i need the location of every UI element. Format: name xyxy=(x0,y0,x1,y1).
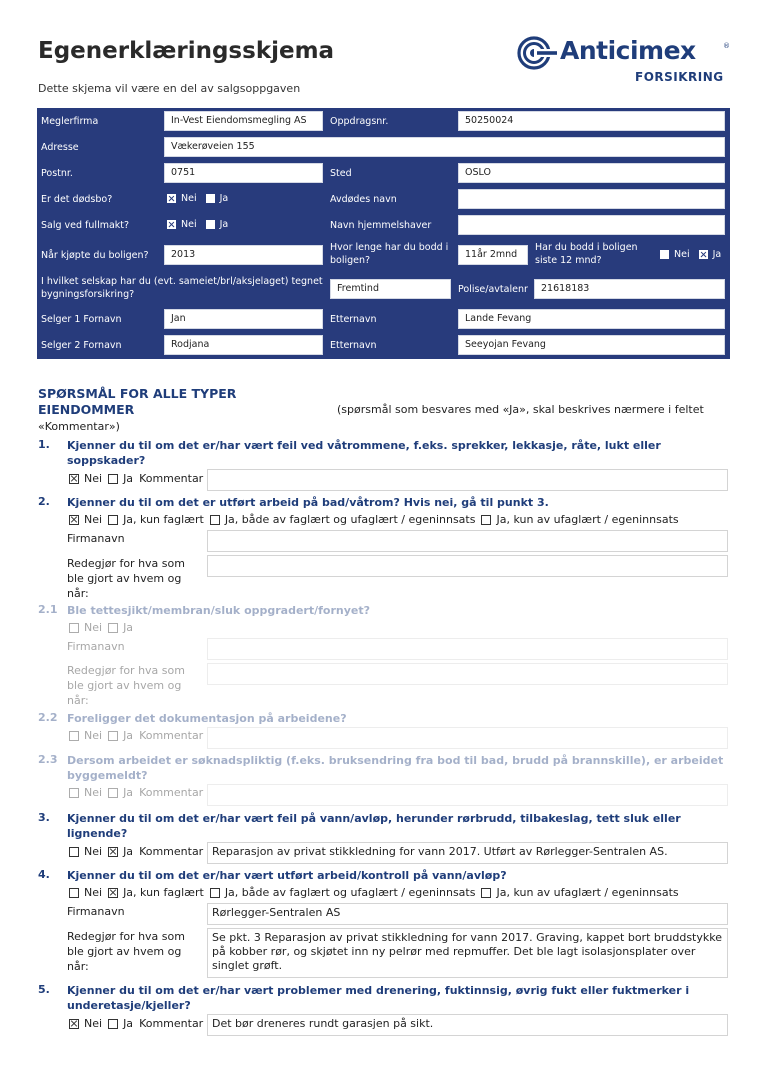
fullmakt-nei-checkbox[interactable] xyxy=(167,220,176,229)
q3-number: 3. xyxy=(38,811,50,824)
fullmakt-ja-checkbox[interactable] xyxy=(206,220,215,229)
q23-nei-label: Nei xyxy=(84,786,103,799)
section-heading xyxy=(38,386,236,418)
q2-firmanavn-field[interactable] xyxy=(207,530,728,552)
avdodes-field[interactable] xyxy=(458,189,725,209)
q1-kommentar-label: Kommentar xyxy=(139,472,204,485)
selger1-etternavn-label: Etternavn xyxy=(330,314,377,325)
adresse-label: Adresse xyxy=(41,142,79,153)
q2-redegjor-field[interactable] xyxy=(207,555,728,577)
meglerfirma-field[interactable]: In-Vest Eiendomsmegling AS xyxy=(164,111,323,131)
q21-ja-label: Ja xyxy=(123,621,134,634)
q5-nei-label: Nei xyxy=(84,1017,103,1030)
q4-options xyxy=(69,886,679,899)
selger2-fornavn-field[interactable]: Rodjana xyxy=(164,335,323,355)
q23-kommentar-label: Kommentar xyxy=(139,786,204,799)
q21-redegjor-field[interactable] xyxy=(207,663,728,685)
q4-number: 4. xyxy=(38,868,50,881)
q2-options xyxy=(69,513,679,526)
q3-ja-label: Ja xyxy=(123,845,134,858)
q4-text: Kjenner du til om det er/har vært utført arbeid/kontroll på vann/avløp? xyxy=(67,869,507,882)
oppdragsnr-label: Oppdragsnr. xyxy=(330,116,389,127)
q23-ja-checkbox[interactable] xyxy=(108,788,118,798)
bodd-field[interactable]: 11år 2mnd xyxy=(458,245,528,265)
q21-options xyxy=(69,621,133,634)
q23-nei-checkbox[interactable] xyxy=(69,788,79,798)
q2-number: 2. xyxy=(38,495,50,508)
q3-options xyxy=(69,845,203,858)
bodd12-ja-checkbox[interactable] xyxy=(699,250,708,259)
page-subtitle: Dette skjema vil være en del av salgsoppgaven xyxy=(38,82,301,95)
q21-number: 2.1 xyxy=(38,603,58,616)
q21-text: Ble tettesjikt/membran/sluk oppgradert/fornyet? xyxy=(67,604,370,617)
q4-ja-ufaglaert-checkbox[interactable] xyxy=(481,888,491,898)
q2-ja-begge-label: Ja, både av faglært og ufaglært / egeninnsats xyxy=(224,513,476,526)
q2-nei-checkbox[interactable] xyxy=(69,515,79,525)
q2-ja-begge-checkbox[interactable] xyxy=(210,515,220,525)
q22-comment-field[interactable] xyxy=(207,727,728,749)
sted-field[interactable]: OSLO xyxy=(458,163,725,183)
q23-number: 2.3 xyxy=(38,753,58,766)
q3-comment-field[interactable]: Reparasjon av privat stikkledning for vann 2017. Utført av Rørlegger-Sentralen AS. xyxy=(207,842,728,864)
bodd12-options xyxy=(660,249,721,260)
bodd-label: Hvor lenge har du bodd i boligen? xyxy=(330,242,449,266)
q3-text: Kjenner du til om det er/har vært feil på vann/avløp, herunder rørbrudd, tilbakeslag, tett sluk eller lignende? xyxy=(67,812,681,840)
q23-ja-label: Ja xyxy=(123,786,134,799)
fullmakt-ja-label: Ja xyxy=(219,219,229,230)
section-note: (spørsmål som besvares med «Ja», skal beskrives nærmere i feltet xyxy=(337,403,704,416)
q4-redegjor-label: Redegjør for hva som ble gjort av hvem og når: xyxy=(67,930,185,973)
q1-nei-checkbox[interactable] xyxy=(69,474,79,484)
q21-ja-checkbox[interactable] xyxy=(108,623,118,633)
dodsbo-ja-label: Ja xyxy=(219,193,229,204)
q5-comment-field[interactable]: Det bør dreneres rundt garasjen på sikt. xyxy=(207,1014,728,1036)
q3-kommentar-label: Kommentar xyxy=(139,845,204,858)
q22-ja-checkbox[interactable] xyxy=(108,731,118,741)
q4-nei-label: Nei xyxy=(84,886,103,899)
section-heading-line1: SPØRSMÅL FOR ALLE TYPER xyxy=(38,386,237,401)
q22-text: Foreligger det dokumentasjon på arbeidene? xyxy=(67,712,347,725)
q23-comment-field[interactable] xyxy=(207,784,728,806)
q4-ja-faglaert-label: Ja, kun faglært xyxy=(123,886,204,899)
q4-nei-checkbox[interactable] xyxy=(69,888,79,898)
q22-kommentar-label: Kommentar xyxy=(139,729,204,742)
bodd12-nei-label: Nei xyxy=(674,249,690,260)
logo-name: Anticimex xyxy=(560,36,696,65)
page-title: Egenerklæringsskjema xyxy=(38,38,335,64)
q3-nei-label: Nei xyxy=(84,845,103,858)
polise-field[interactable]: 21618183 xyxy=(534,279,725,299)
q3-ja-checkbox[interactable] xyxy=(108,847,118,857)
selger2-label: Selger 2 Fornavn xyxy=(41,340,122,351)
fullmakt-label: Salg ved fullmakt? xyxy=(41,220,130,231)
logo-subtitle: FORSIKRING xyxy=(635,70,724,84)
meglerfirma-label: Meglerfirma xyxy=(41,116,99,127)
q1-nei-label: Nei xyxy=(84,472,103,485)
q22-nei-label: Nei xyxy=(84,729,103,742)
q1-ja-checkbox[interactable] xyxy=(108,474,118,484)
fullmakt-options xyxy=(167,219,237,230)
polise-label: Polise/avtalenr xyxy=(458,284,528,295)
q5-kommentar-label: Kommentar xyxy=(139,1017,204,1030)
hjemmelshaver-label: Navn hjemmelshaver xyxy=(330,220,432,231)
q22-options xyxy=(69,729,203,742)
dodsbo-ja-checkbox[interactable] xyxy=(206,194,215,203)
q2-ja-ufaglaert-label: Ja, kun av ufaglært / egeninnsats xyxy=(496,513,679,526)
q21-nei-label: Nei xyxy=(84,621,103,634)
q4-ja-begge-label: Ja, både av faglært og ufaglært / egeninnsats xyxy=(224,886,476,899)
q5-ja-checkbox[interactable] xyxy=(108,1019,118,1029)
anticimex-logo xyxy=(517,36,732,88)
fullmakt-nei-label: Nei xyxy=(181,219,197,230)
hjemmelshaver-field[interactable] xyxy=(458,215,725,235)
bodd12-label: Har du bodd i boligen siste 12 mnd? xyxy=(535,242,638,266)
avdodes-label: Avdødes navn xyxy=(330,194,397,205)
q2-nei-label: Nei xyxy=(84,513,103,526)
q2-ja-faglaert-checkbox[interactable] xyxy=(108,515,118,525)
q1-options xyxy=(69,472,203,485)
q2-redegjor-label: Redegjør for hva som ble gjort av hvem og når: xyxy=(67,557,185,600)
oppdragsnr-field[interactable]: 50250024 xyxy=(458,111,725,131)
q5-ja-label: Ja xyxy=(123,1017,134,1030)
dodsbo-nei-checkbox[interactable] xyxy=(167,194,176,203)
postnr-field[interactable]: 0751 xyxy=(164,163,323,183)
dodsbo-nei-label: Nei xyxy=(181,193,197,204)
q1-comment-field[interactable] xyxy=(207,469,728,491)
q5-text: Kjenner du til om det er/har vært problemer med drenering, fuktinnsig, øvrig fukt eller fuktmerker i underetasje/kjeller? xyxy=(67,984,690,1012)
q21-nei-checkbox[interactable] xyxy=(69,623,79,633)
logo-registered-mark: ® xyxy=(723,42,730,50)
anticimex-logo-mark-icon xyxy=(517,36,557,70)
q2-text: Kjenner du til om det er utført arbeid på bad/våtrom? Hvis nei, gå til punkt 3. xyxy=(67,496,549,509)
selger1-fornavn-field[interactable]: Jan xyxy=(164,309,323,329)
q5-number: 5. xyxy=(38,983,50,996)
kjopt-field[interactable]: 2013 xyxy=(164,245,323,265)
dodsbo-label: Er det dødsbo? xyxy=(41,194,113,205)
q23-text: Dersom arbeidet er søknadspliktig (f.eks. bruksendring fra bod til bad, brudd på brannskille), er arbeidet byggemeldt? xyxy=(67,754,724,782)
q1-number: 1. xyxy=(38,438,50,451)
property-info-panel xyxy=(37,108,730,359)
q21-firmanavn-label: Firmanavn xyxy=(67,640,125,653)
q21-firmanavn-field[interactable] xyxy=(207,638,728,660)
q23-options xyxy=(69,786,203,799)
q1-ja-label: Ja xyxy=(123,472,134,485)
q22-nei-checkbox[interactable] xyxy=(69,731,79,741)
section-heading-line2: EIENDOMMER xyxy=(38,402,135,417)
selger1-label: Selger 1 Fornavn xyxy=(41,314,122,325)
sted-label: Sted xyxy=(330,168,352,179)
selskap-field[interactable]: Fremtind xyxy=(330,279,451,299)
section-note-continued: «Kommentar») xyxy=(38,420,120,433)
selger2-etternavn-field[interactable]: Seeyojan Fevang xyxy=(458,335,725,355)
q5-options xyxy=(69,1017,203,1030)
kjopt-label: Når kjøpte du boligen? xyxy=(41,250,149,261)
bodd12-nei-checkbox[interactable] xyxy=(660,250,669,259)
q4-ja-ufaglaert-label: Ja, kun av ufaglært / egeninnsats xyxy=(496,886,679,899)
adresse-field[interactable]: Vækerøveien 155 xyxy=(164,137,725,157)
selskap-label: I hvilket selskap har du (evt. sameiet/brl/aksjelaget) tegnet bygningsforsikring? xyxy=(41,276,323,300)
q2-firmanavn-label: Firmanavn xyxy=(67,532,125,545)
q4-redegjor-field[interactable]: Se pkt. 3 Reparasjon av privat stikkledning for vann 2017. Graving, kappet bort bruddstykke på kobber rør, og skjøtet inn ny pelrør med repmuffer. Det ble lagt isolasjonsplater over singlet grøft. xyxy=(207,928,728,978)
q3-nei-checkbox[interactable] xyxy=(69,847,79,857)
q4-ja-faglaert-checkbox[interactable] xyxy=(108,888,118,898)
selger2-etternavn-label: Etternavn xyxy=(330,340,377,351)
q2-ja-faglaert-label: Ja, kun faglært xyxy=(123,513,204,526)
q22-ja-label: Ja xyxy=(123,729,134,742)
q4-firmanavn-field[interactable]: Rørlegger-Sentralen AS xyxy=(207,903,728,925)
bodd12-ja-label: Ja xyxy=(712,249,722,260)
q4-firmanavn-label: Firmanavn xyxy=(67,905,125,918)
selger1-etternavn-field[interactable]: Lande Fevang xyxy=(458,309,725,329)
dodsbo-options xyxy=(167,193,237,204)
q5-nei-checkbox[interactable] xyxy=(69,1019,79,1029)
q4-ja-begge-checkbox[interactable] xyxy=(210,888,220,898)
q1-text: Kjenner du til om det er/har vært feil ved våtrommene, f.eks. sprekker, lekkasje, råte, lukt eller soppskader? xyxy=(67,439,661,467)
q2-ja-ufaglaert-checkbox[interactable] xyxy=(481,515,491,525)
q21-redegjor-label: Redegjør for hva som ble gjort av hvem og når: xyxy=(67,664,185,707)
postnr-label: Postnr. xyxy=(41,168,73,179)
q22-number: 2.2 xyxy=(38,711,58,724)
